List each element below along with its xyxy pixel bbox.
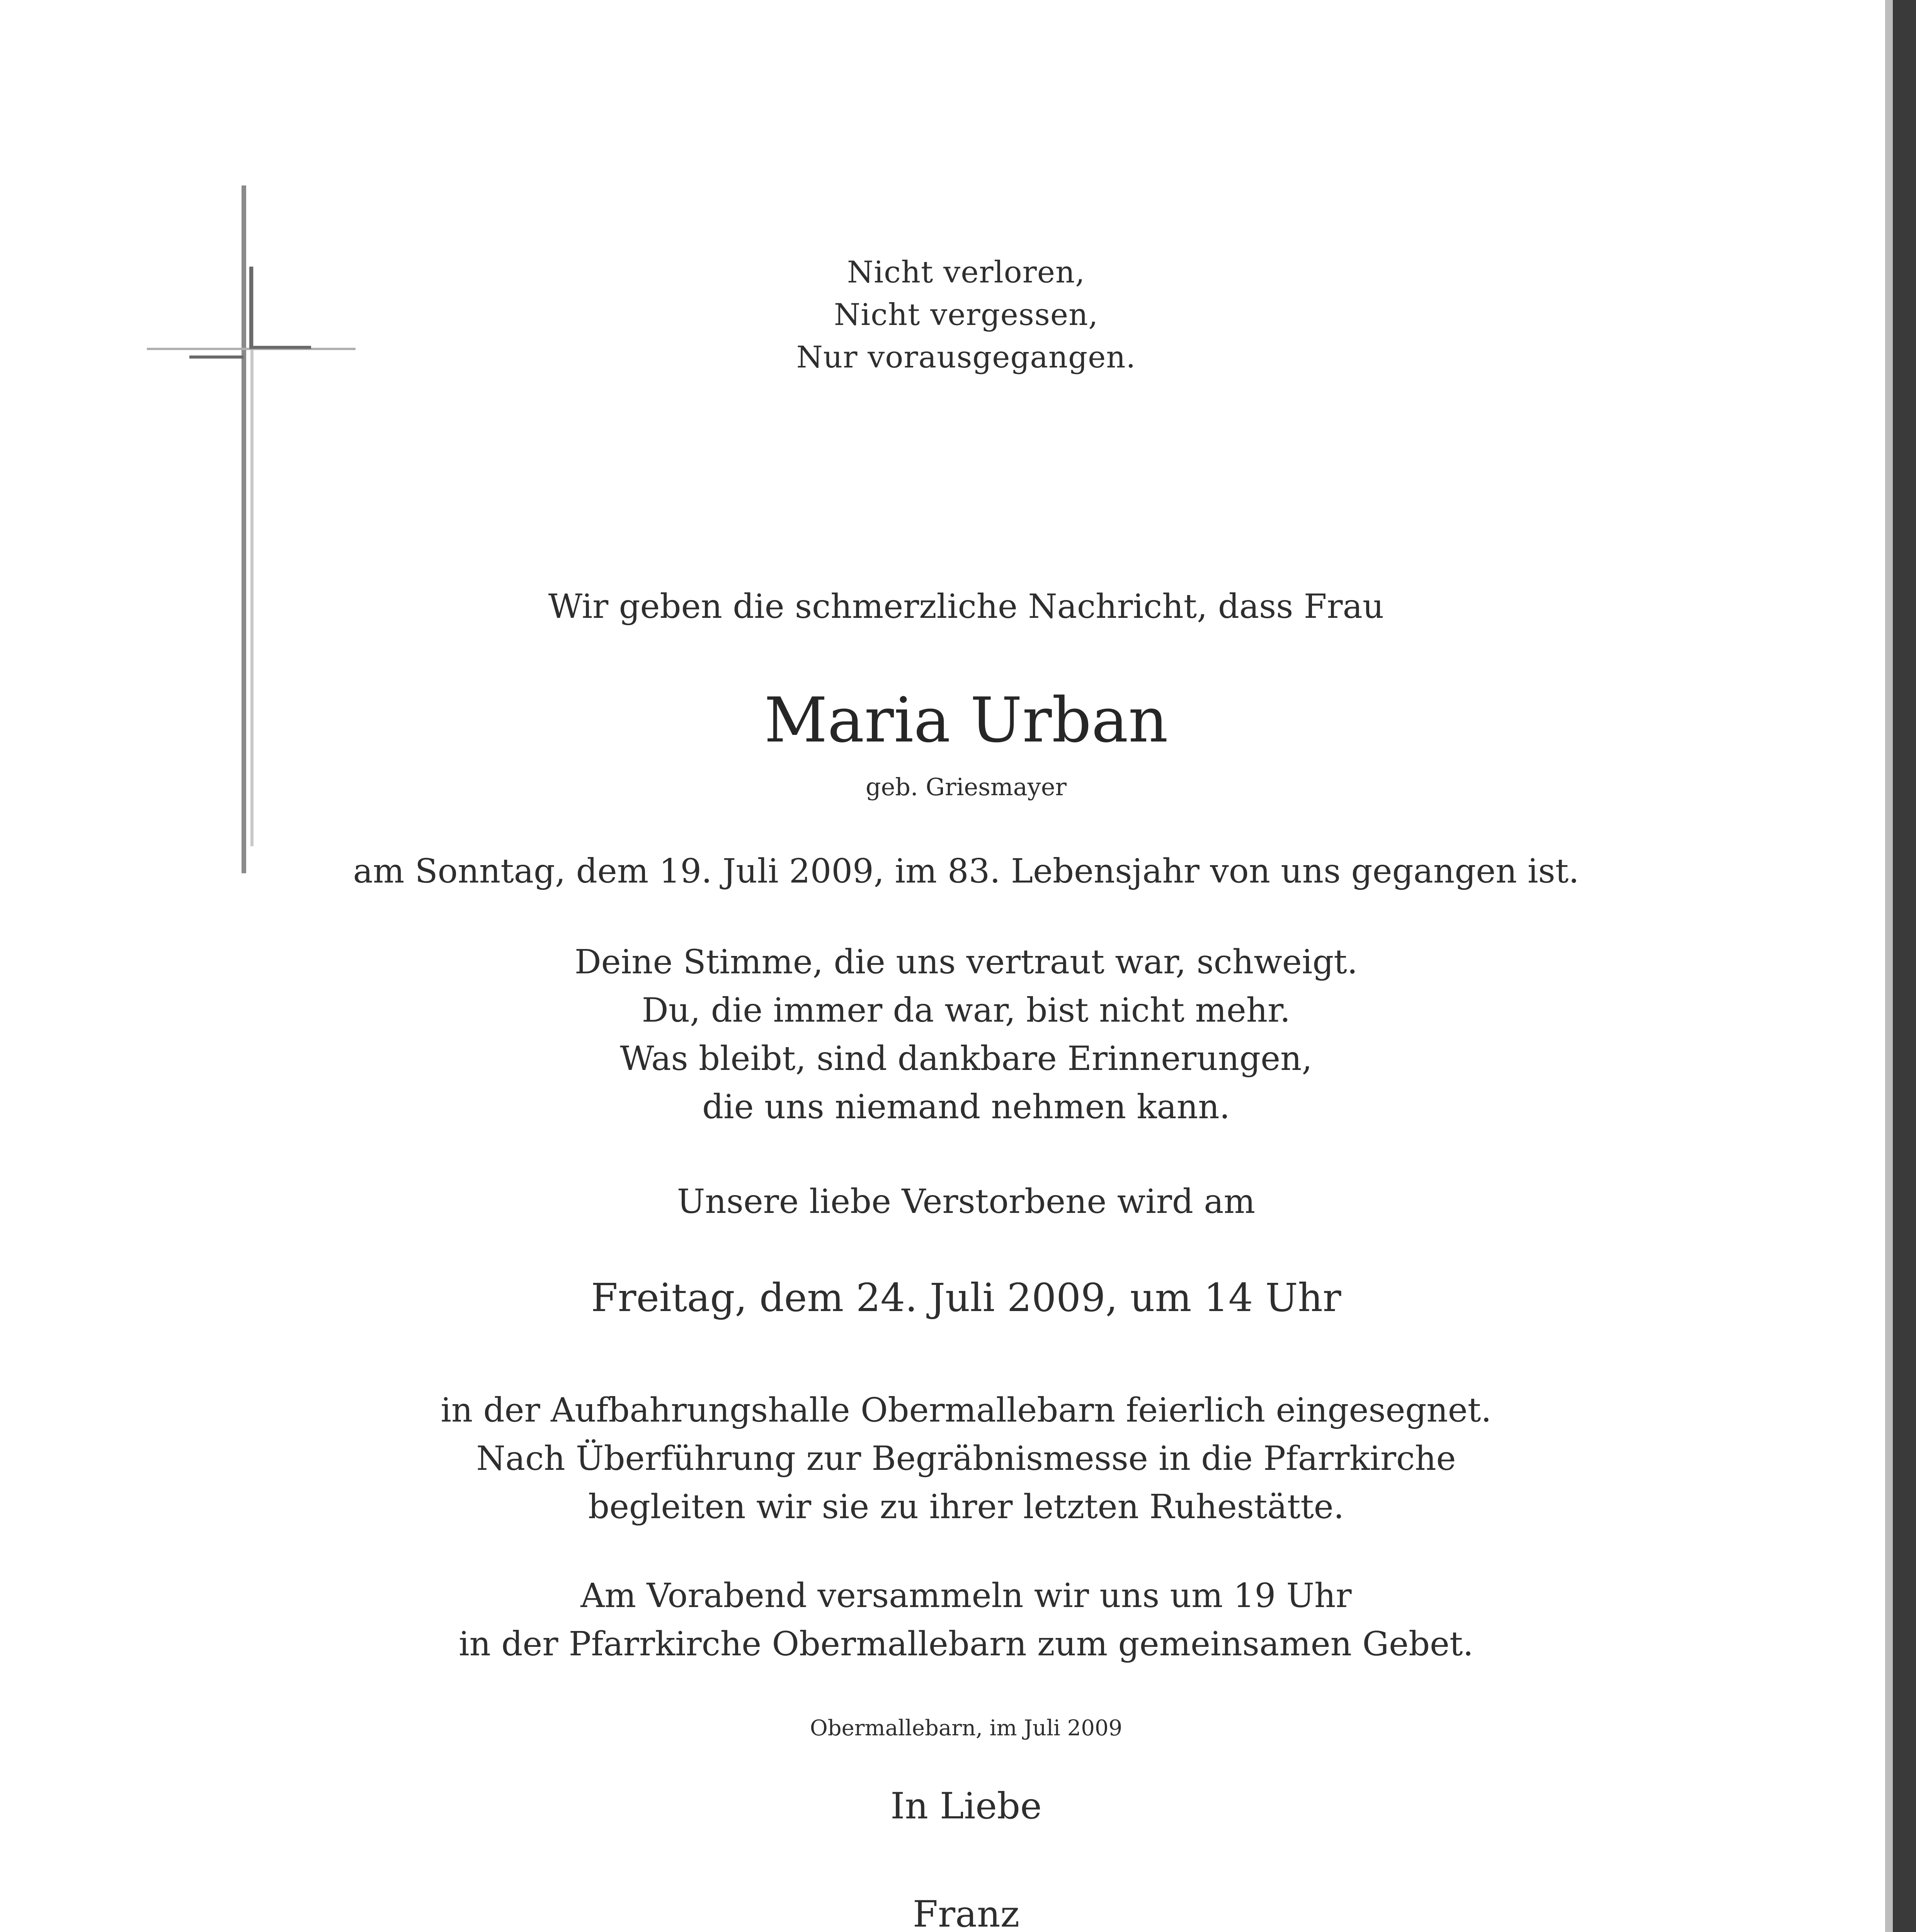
scan-edge-right: [1893, 0, 1916, 1932]
evening-prayer-1: Am Vorabend versammeln wir uns um 19 Uhr: [580, 1577, 1352, 1615]
in-love: In Liebe: [890, 1785, 1042, 1827]
motto-line-2: Nicht vergessen,: [834, 298, 1099, 332]
motto-line-3: Nur vorausgegangen.: [796, 340, 1136, 375]
intro-line: Wir geben die schmerzliche Nachricht, dass Frau: [548, 587, 1384, 626]
poem-line-4: die uns niemand nehmen kann.: [702, 1088, 1230, 1126]
ceremony-detail-1: in der Aufbahrungshalle Obermallebarn feierlich eingesegnet.: [441, 1391, 1492, 1430]
scan-edge-right-inner: [1885, 0, 1893, 1932]
deceased-name: Maria Urban: [764, 684, 1168, 756]
ceremony-detail-3: begleiten wir sie zu ihrer letzten Ruhestätte.: [588, 1488, 1344, 1526]
maiden-name: geb. Griesmayer: [865, 773, 1067, 801]
poem-line-3: Was bleibt, sind dankbare Erinnerungen,: [620, 1039, 1312, 1078]
ceremony-detail-2: Nach Überführung zur Begräbnismesse in die Pfarrkirche: [476, 1439, 1456, 1478]
poem-line-2: Du, die immer da war, bist nicht mehr.: [642, 991, 1291, 1030]
evening-prayer-2: in der Pfarrkirche Obermallebarn zum gemeinsamen Gebet.: [459, 1625, 1474, 1663]
ceremony-intro: Unsere liebe Verstorbene wird am: [677, 1182, 1256, 1221]
poem-line-1: Deine Stimme, die uns vertraut war, schweigt.: [574, 943, 1358, 981]
motto-line-1: Nicht verloren,: [847, 255, 1086, 290]
place-date: Obermallebarn, im Juli 2009: [810, 1716, 1123, 1741]
ceremony-date: Freitag, dem 24. Juli 2009, um 14 Uhr: [591, 1275, 1341, 1320]
family-names-spouse: Franz: [912, 1893, 1020, 1932]
death-date-line: am Sonntag, dem 19. Juli 2009, im 83. Lebensjahr von uns gegangen ist.: [353, 852, 1579, 891]
